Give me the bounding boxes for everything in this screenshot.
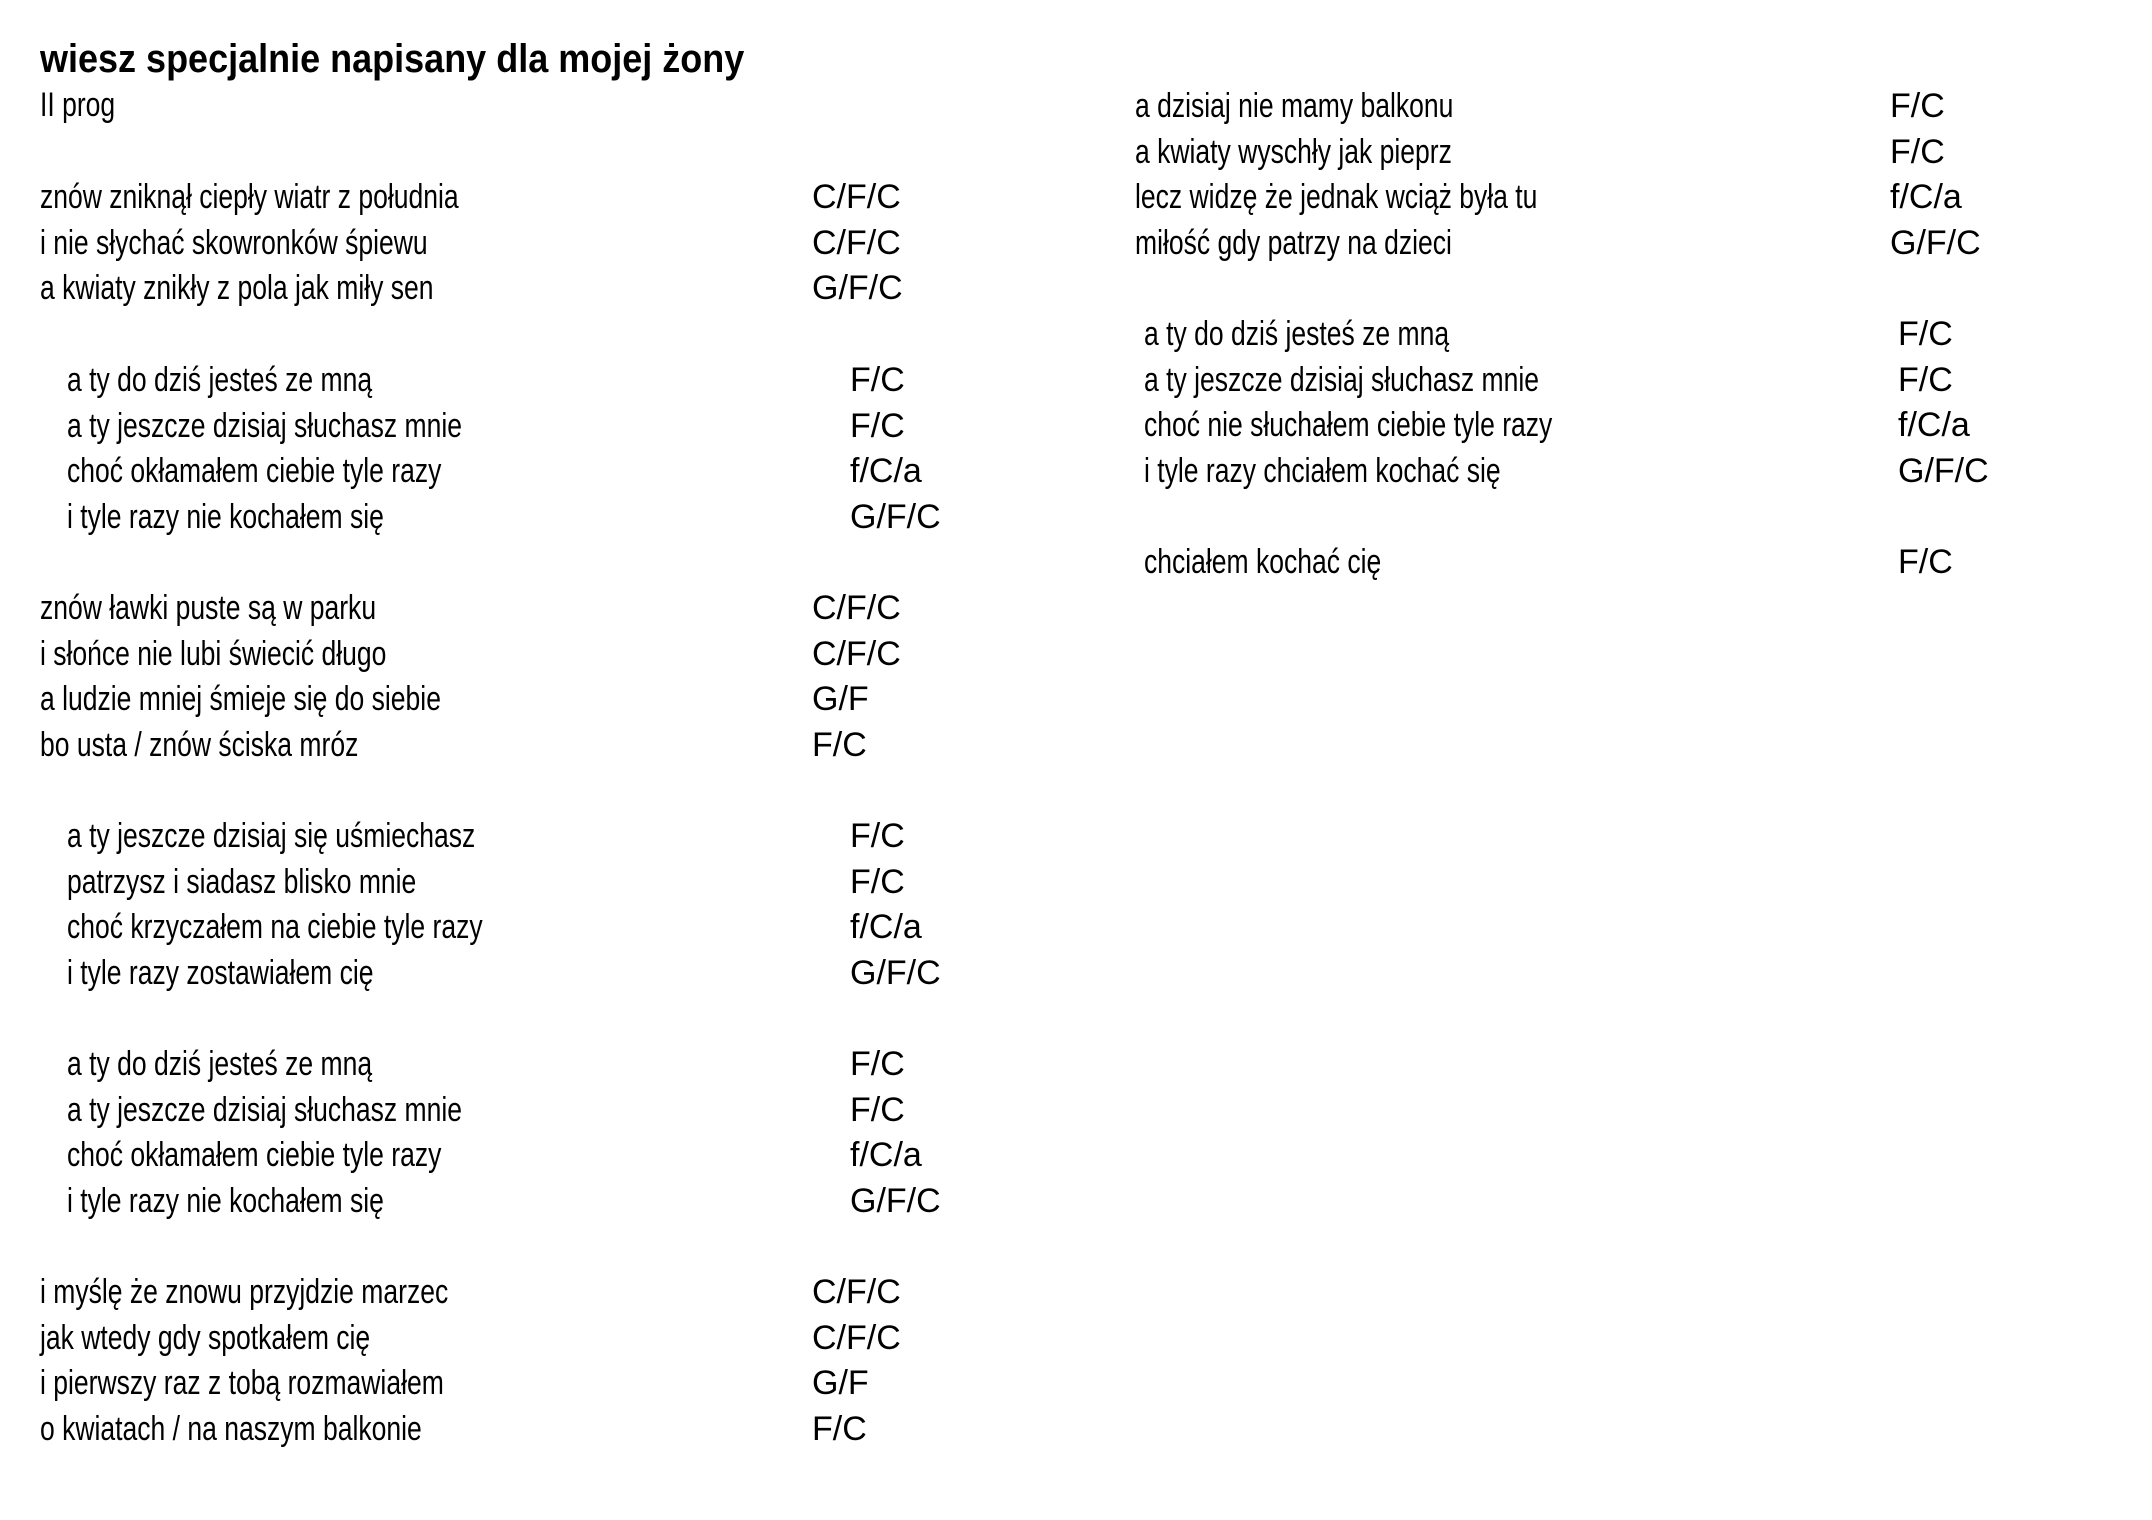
lyric-text: bo usta / znów ściska mróz [40, 726, 359, 765]
lyric-text: choć krzyczałem na ciebie tyle razy [67, 908, 483, 947]
chord-label: F/C [850, 361, 905, 399]
lyric-line [1135, 175, 1962, 221]
chord-label: F/C [850, 1090, 905, 1129]
chord-label: F/C [812, 726, 867, 765]
lyric-line [40, 404, 905, 450]
lyric-line [40, 1407, 867, 1453]
chord-label: C/F/C [812, 1273, 901, 1311]
chord-label: G/F/C [812, 269, 903, 308]
lyric-line [40, 221, 901, 267]
lyric-line [40, 723, 867, 769]
chord-label: C/F/C [812, 223, 901, 262]
lyric-line [40, 1361, 869, 1407]
chord-label: C/F/C [812, 634, 901, 673]
lyric-text: choć okłamałem ciebie tyle razy [67, 452, 442, 491]
lyric-line [40, 586, 901, 632]
verse-4 [1135, 84, 1981, 267]
chord-label: F/C [1898, 360, 1953, 399]
lyric-line [40, 632, 901, 678]
chorus-1 [40, 358, 941, 541]
lyric-line [1135, 449, 1989, 495]
lyric-line [40, 1316, 901, 1362]
verse-2 [40, 586, 901, 769]
lyric-text: i tyle razy nie kochałem się [67, 498, 384, 537]
chord-label: F/C [1898, 315, 1953, 353]
lyric-text: znów zniknął ciepły wiatr z południa [40, 178, 459, 216]
lyric-line [1135, 358, 1953, 404]
lyric-line [40, 905, 922, 951]
lyric-text: a ty jeszcze dzisiaj słuchasz mnie [67, 1090, 463, 1129]
lyric-text: a ty jeszcze dzisiaj się uśmiechasz [67, 817, 476, 855]
chord-label: f/C/a [850, 908, 922, 947]
chord-label: G/F [812, 1364, 869, 1403]
lyric-text: a ty do dziś jesteś ze mną [1144, 315, 1450, 353]
lyric-text: i tyle razy nie kochałem się [67, 1182, 384, 1221]
lyric-line [40, 175, 901, 221]
lyric-text: i myślę że znowu przyjdzie marzec [40, 1273, 449, 1311]
lyric-text: a kwiaty wyschły jak pieprz [1135, 132, 1452, 171]
lyric-line [40, 1270, 901, 1316]
lyric-text: choć nie słuchałem ciebie tyle razy [1144, 406, 1553, 445]
verse-3 [40, 1270, 901, 1453]
chord-label: G/F/C [1898, 452, 1989, 491]
position-label: II prog [40, 86, 116, 124]
lyric-line [40, 358, 905, 404]
lyric-text: miłość gdy patrzy na dzieci [1135, 224, 1452, 263]
chord-label: f/C/a [850, 1136, 922, 1175]
lyric-line [1135, 84, 1945, 130]
chord-label: G/F/C [850, 498, 941, 537]
chord-label: C/F/C [812, 178, 901, 216]
lyric-text: a ty jeszcze dzisiaj słuchasz mnie [67, 406, 463, 445]
lyric-line [1135, 312, 1953, 358]
chord-label: F/C [850, 817, 905, 855]
lyric-text: i tyle razy chciałem kochać się [1144, 452, 1501, 491]
lyric-text: i tyle razy zostawiałem cię [67, 954, 374, 993]
lyric-line [1135, 403, 1970, 449]
verse-1 [40, 175, 903, 312]
outro [1135, 540, 1953, 586]
lyric-text: znów ławki puste są w parku [40, 589, 377, 627]
lyric-text: a ty do dziś jesteś ze mną [67, 361, 373, 399]
lyric-text: i słońce nie lubi świecić długo [40, 634, 387, 673]
lyric-line [40, 1133, 922, 1179]
chorus-2 [40, 814, 941, 997]
lyric-line [40, 449, 922, 495]
chord-label: f/C/a [1890, 178, 1962, 217]
chord-label: F/C [850, 406, 905, 445]
chorus-4 [1135, 312, 1989, 495]
header [40, 36, 823, 128]
lyric-text: a ty jeszcze dzisiaj słuchasz mnie [1144, 360, 1540, 399]
chord-label: F/C [850, 1045, 905, 1083]
chord-label: G/F/C [1890, 224, 1981, 263]
lyric-text: choć okłamałem ciebie tyle razy [67, 1136, 442, 1175]
lyric-line [40, 1179, 941, 1225]
chord-label: F/C [812, 1410, 867, 1449]
lyric-line [40, 814, 905, 860]
chord-label: G/F [812, 680, 869, 719]
lyric-line [40, 1042, 905, 1088]
lyric-text: jak wtedy gdy spotkałem cię [40, 1318, 371, 1357]
lyric-line [40, 860, 905, 906]
lyric-line [40, 677, 869, 723]
lyric-text: patrzysz i siadasz blisko mnie [67, 862, 417, 901]
lyric-line [40, 951, 941, 997]
chord-label: G/F/C [850, 954, 941, 993]
chord-label: C/F/C [812, 589, 901, 627]
lyric-line [1135, 130, 1945, 176]
lyric-text: i nie słychać skowronków śpiewu [40, 223, 428, 262]
lyric-line [40, 495, 941, 541]
chord-label: C/F/C [812, 1318, 901, 1357]
song-title: wiesz specjalnie napisany dla mojej żony [40, 37, 745, 81]
lyric-text: a ludzie mniej śmieje się do siebie [40, 680, 441, 719]
chord-label: F/C [1890, 87, 1945, 125]
lyric-text: chciałem kochać cię [1144, 543, 1382, 581]
lyric-line [40, 1088, 905, 1134]
lyric-text: o kwiatach / na naszym balkonie [40, 1410, 422, 1449]
chord-label: F/C [1898, 543, 1953, 581]
lyric-line [40, 266, 903, 312]
chord-label: F/C [850, 862, 905, 901]
lyric-line [1135, 221, 1981, 267]
lyric-text: a dzisiaj nie mamy balkonu [1135, 87, 1454, 125]
lyric-line [1135, 540, 1953, 586]
lyric-text: lecz widzę że jednak wciąż była tu [1135, 178, 1538, 217]
chorus-3 [40, 1042, 941, 1225]
chord-label: F/C [1890, 132, 1945, 171]
lyric-text: a ty do dziś jesteś ze mną [67, 1045, 373, 1083]
lyric-text: a kwiaty znikły z pola jak miły sen [40, 269, 434, 308]
chord-label: f/C/a [1898, 406, 1970, 445]
chord-label: G/F/C [850, 1182, 941, 1221]
chord-label: f/C/a [850, 452, 922, 491]
lyric-text: i pierwszy raz z tobą rozmawiałem [40, 1364, 444, 1403]
